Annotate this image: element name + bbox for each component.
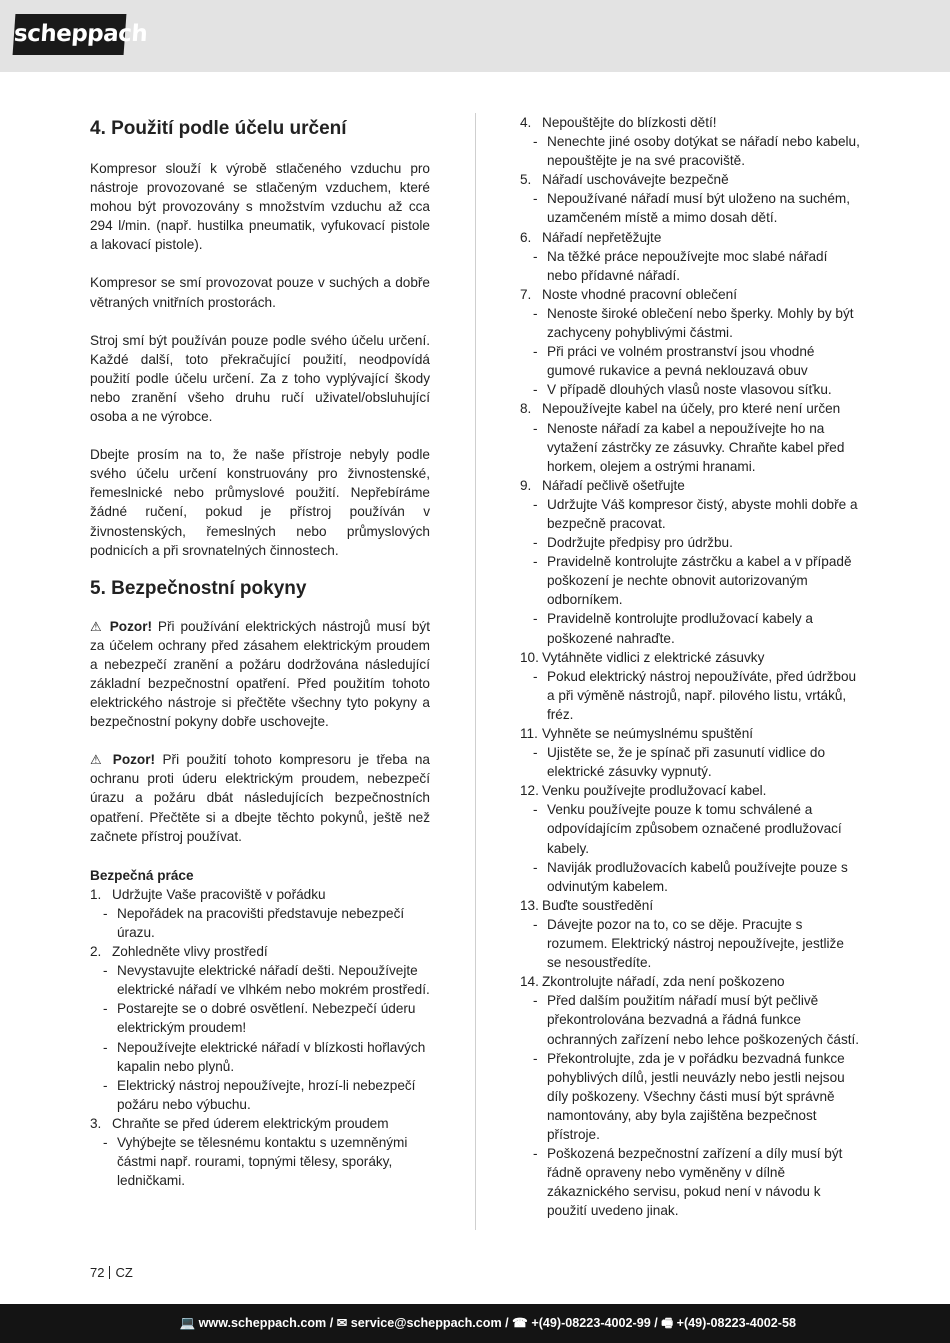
item-number: 13. bbox=[520, 897, 539, 913]
item-number: 5. bbox=[520, 172, 532, 188]
item-number: 12. bbox=[520, 783, 539, 799]
dash-item bbox=[520, 667, 860, 724]
dash-text: V případě dlouhých vlasů noste vlasovou síťku. bbox=[547, 382, 832, 398]
item-title: Nepouštějte do blízkosti dětí! bbox=[542, 115, 717, 130]
item-number: 3. bbox=[90, 1115, 102, 1131]
paragraph: Dbejte prosím na to, že naše přístroje nebyly podle svého účelu určení konstruovány pro živnostenské, řemeslnické nebo průmyslové použití. Nepřebíráme žádné ručení, pokud je přístroj používán v živnostenských, řemeslných nebo průmyslových podnicích a při srovnatelných činnostech. bbox=[90, 447, 430, 558]
list-item bbox=[520, 476, 860, 495]
left-column bbox=[90, 113, 430, 1190]
item-number: 10. bbox=[520, 649, 539, 665]
dash-text: Venku používejte pouze k tomu schválené a odpovídajícím způsobem označené prodlužovací kabely. bbox=[547, 802, 842, 856]
dash-item bbox=[520, 342, 860, 380]
paragraph: Kompresor se smí provozovat pouze v suchých a dobře větraných vnitřních prostorách. bbox=[90, 275, 430, 310]
dash-marker: - bbox=[533, 611, 538, 627]
item-title: Vytáhněte vidlici z elektrické zásuvky bbox=[542, 649, 765, 665]
dash-text: Pokud elektrický nástroj nepoužíváte, před údržbou a při výměně nástrojů, např. pilového listu, vrtáků, fréz. bbox=[547, 668, 857, 722]
language-code: CZ bbox=[115, 1265, 133, 1280]
dash-item bbox=[520, 380, 860, 399]
dash-text: Nenechte jiné osoby dotýkat se nářadí nebo kabelu, nepouštějte je na své pracoviště. bbox=[547, 134, 860, 169]
page-footer bbox=[0, 1304, 950, 1343]
dash-item bbox=[90, 999, 430, 1037]
item-title: Buďte soustředění bbox=[542, 897, 654, 913]
dash-item bbox=[520, 800, 860, 857]
dash-item bbox=[90, 1076, 430, 1114]
item-title: Zkontrolujte nářadí, zda není poškozeno bbox=[542, 974, 785, 990]
dash-text: Dodržujte předpisy pro údržbu. bbox=[547, 535, 733, 551]
dash-text: Nevystavujte elektrické nářadí dešti. Nepoužívejte elektrické nářadí ve vlhkém nebo mokrém prostředí. bbox=[117, 963, 430, 998]
dash-marker: - bbox=[533, 382, 538, 398]
dash-text: Nenoste široké oblečení nebo šperky. Mohly by být zachyceny pohyblivými částmi. bbox=[547, 305, 854, 341]
dash-marker: - bbox=[533, 668, 538, 684]
paragraph: Kompresor slouží k výrobě stlačeného vzduchu pro nástroje provozované se stlačeným vzduchem, které mohou být provozovány s množstvím vzduchu až cca 294 l/min. (např. hustilka pneumatik, vyfukovací pistole a lakovací pistole). bbox=[90, 161, 430, 253]
dash-marker: - bbox=[533, 1050, 538, 1066]
dash-marker: - bbox=[533, 859, 538, 875]
dash-marker: - bbox=[533, 134, 538, 150]
list-item bbox=[520, 724, 860, 743]
dash-marker: - bbox=[533, 420, 538, 436]
dash-marker: - bbox=[103, 963, 108, 979]
dash-item bbox=[520, 495, 860, 533]
item-number: 1. bbox=[90, 886, 102, 902]
dash-text: Pravidelně kontrolujte prodlužovací kabely a poškozené nahraďte. bbox=[547, 611, 813, 646]
warning-icon: ⚠ bbox=[90, 752, 106, 768]
item-number: 9. bbox=[520, 477, 532, 493]
page-header bbox=[0, 0, 950, 72]
brand-logo: scheppach bbox=[13, 14, 127, 55]
dash-marker: - bbox=[103, 1039, 108, 1055]
page-number-value: 72 bbox=[90, 1265, 105, 1280]
dash-marker: - bbox=[103, 1077, 108, 1093]
dash-marker: - bbox=[533, 1146, 538, 1162]
section-5-heading: 5. Bezpečnostní pokyny bbox=[90, 577, 307, 599]
dash-text: Vyhýbejte se tělesnému kontaktu s uzemněnými částmi např. rourami, topnými tělesy, sporáky, ledničkami. bbox=[117, 1135, 408, 1189]
page-number bbox=[90, 1265, 133, 1280]
dash-item bbox=[520, 552, 860, 609]
item-number: 7. bbox=[520, 286, 532, 302]
item-title: Chraňte se před úderem elektrickým proudem bbox=[112, 1115, 389, 1131]
list-item bbox=[520, 170, 860, 189]
dash-text: Na těžké práce nepoužívejte moc slabé nářadí nebo přídavné nářadí. bbox=[547, 248, 828, 283]
dash-marker: - bbox=[533, 305, 538, 321]
dash-item bbox=[520, 132, 860, 170]
dash-marker: - bbox=[533, 191, 538, 207]
dash-item bbox=[520, 858, 860, 896]
right-column bbox=[520, 113, 860, 1220]
item-title: Nářadí pečlivě ošetřujte bbox=[542, 477, 685, 493]
dash-text: Nepoužívané nářadí musí být uloženo na suchém, uzamčeném místě a mimo dosah dětí. bbox=[547, 191, 851, 226]
dash-item bbox=[520, 915, 860, 972]
dash-marker: - bbox=[533, 802, 538, 818]
item-title: Udržujte Vaše pracoviště v pořádku bbox=[112, 886, 326, 902]
dash-marker: - bbox=[533, 993, 538, 1009]
item-number: 4. bbox=[520, 115, 532, 130]
dash-item bbox=[90, 904, 430, 942]
dash-text: Naviják prodlužovacích kabelů používejte pouze s odvinutým kabelem. bbox=[547, 859, 848, 894]
dash-item bbox=[520, 609, 860, 647]
page-separator bbox=[109, 1266, 110, 1279]
item-number: 11. bbox=[520, 726, 538, 741]
dash-text: Nepořádek na pracovišti představuje nebezpečí úrazu. bbox=[117, 905, 405, 940]
dash-text: Ujistěte se, že je spínač při zasunutí vidlice do elektrické zásuvky vypnutý. bbox=[547, 745, 826, 780]
safety-list-right bbox=[520, 113, 860, 1220]
dash-marker: - bbox=[533, 248, 538, 264]
list-item bbox=[520, 781, 860, 800]
warning-label: Pozor! bbox=[109, 618, 153, 634]
dash-item bbox=[520, 1144, 860, 1220]
warning-label: Pozor! bbox=[112, 752, 156, 768]
item-number: 14. bbox=[520, 974, 539, 990]
dash-text: Postarejte se o dobré osvětlení. Nebezpečí úderu elektrickým proudem! bbox=[117, 1001, 416, 1036]
dash-text: Poškozená bezpečnostní zařízení a díly musí být řádně opraveny nebo vyměněny v dílně zákaznického servisu, pokud není v návodu k použití uvedeno jinak. bbox=[547, 1146, 843, 1219]
section-4-heading: 4. Použití podle účelu určení bbox=[90, 118, 347, 139]
dash-text: Dávejte pozor na to, co se děje. Pracujte s rozumem. Elektrický nástroj nepoužívejte, jestliže se nesoustředíte. bbox=[547, 916, 844, 971]
dash-text: Před dalším použitím nářadí musí být pečlivě překontrolována bezvadná a řádná funkce ochranných zařízení nebo lehce poškozených částí. bbox=[547, 993, 860, 1047]
dash-marker: - bbox=[103, 1135, 108, 1151]
dash-text: Udržujte Váš kompresor čistý, abyste mohli dobře a bezpečně pracovat. bbox=[547, 496, 858, 531]
dash-text: Při práci ve volném prostranství jsou vhodné gumové rukavice a pevná neklouzavá obuv bbox=[547, 344, 815, 379]
dash-marker: - bbox=[533, 745, 538, 761]
dash-marker: - bbox=[533, 496, 538, 512]
dash-item bbox=[520, 991, 860, 1048]
list-item bbox=[520, 648, 860, 667]
dash-marker: - bbox=[533, 535, 538, 551]
dash-item bbox=[520, 304, 860, 342]
column-divider bbox=[475, 113, 476, 1230]
dash-item bbox=[520, 743, 860, 781]
item-title: Nepoužívejte kabel na účely, pro které není určen bbox=[542, 401, 841, 417]
dash-text: Nepoužívejte elektrické nářadí v blízkosti hořlavých kapalin nebo plynů. bbox=[117, 1039, 426, 1074]
item-title: Nářadí uschovávejte bezpečně bbox=[542, 172, 729, 188]
dash-item bbox=[520, 247, 860, 285]
dash-item bbox=[90, 1038, 430, 1076]
paragraph: Stroj smí být používán pouze podle svého účelu určení. Každé další, toto překračující použití, neodpovídá použití podle účelu určení. Za z toho vyplývající škody nebo zranění všeho druhu ručí uživatel/obsluhující osoba a ne výrobce. bbox=[90, 332, 430, 425]
list-item bbox=[90, 885, 430, 904]
dash-marker: - bbox=[533, 344, 538, 360]
item-number: 6. bbox=[520, 229, 532, 245]
list-item bbox=[90, 1114, 430, 1133]
dash-marker: - bbox=[103, 905, 108, 921]
item-title: Venku používejte prodlužovací kabel. bbox=[542, 783, 767, 799]
dash-marker: - bbox=[533, 554, 538, 570]
dash-text: Překontrolujte, zda je v pořádku bezvadná funkce pohyblivých dílů, jestli neuvázly nebo jestli nejsou díly poškozeny. Všechny části musí být správně namontovány, aby byla zajištěna bezpečnost přístroje. bbox=[547, 1050, 845, 1142]
item-title: Zohledněte vlivy prostředí bbox=[112, 944, 268, 960]
item-title: Nářadí nepřetěžujte bbox=[542, 229, 662, 245]
warning-paragraph bbox=[90, 617, 430, 732]
item-title: Vyhněte se neúmyslnému spuštění bbox=[542, 726, 754, 741]
list-item bbox=[520, 399, 860, 418]
item-number: 8. bbox=[520, 401, 532, 417]
dash-marker: - bbox=[533, 916, 538, 932]
list-item bbox=[520, 896, 860, 915]
dash-item bbox=[520, 1049, 860, 1144]
subheading: Bezpečná práce bbox=[90, 867, 194, 883]
dash-text: Elektrický nástroj nepoužívejte, hrozí-li nebezpečí požáru nebo výbuchu. bbox=[117, 1077, 416, 1112]
warning-text: Při použití tohoto kompresoru je třeba na ochranu proti úderu elektrickým proudem, nebezpečí úrazu a požáru dbát následujících bezpečnostních opatření. Přečtěte si a dbejte těchto pokynů, ještě než začnete přístroj používat. bbox=[90, 752, 430, 844]
contact-line: 💻 www.scheppach.com / ✉ service@scheppach.com / ☎ +(49)-08223-4002-99 / 🖷 +(49)-08223-4002-58 bbox=[179, 1316, 796, 1330]
dash-item bbox=[520, 533, 860, 552]
warning-paragraph bbox=[90, 750, 430, 845]
dash-item bbox=[520, 189, 860, 227]
dash-item bbox=[90, 1133, 430, 1190]
item-title: Noste vhodné pracovní oblečení bbox=[542, 286, 737, 302]
warning-icon: ⚠ bbox=[90, 618, 104, 634]
item-number: 2. bbox=[90, 944, 102, 960]
warning-text: Při používání elektrických nástrojů musí být za účelem ochrany před zásahem elektrickým proudem a nebezpečí zranění a požáru dodržována následující základní bezpečnostní opatření. Před použitím tohoto elektrického nástroje si přečtěte všechny tyto pokyny a bezpečnostní pokyny dobře uschovejte. bbox=[90, 618, 431, 730]
list-item bbox=[90, 942, 430, 961]
dash-marker: - bbox=[103, 1001, 108, 1017]
safety-list-left bbox=[90, 885, 430, 1191]
list-item bbox=[520, 228, 860, 247]
list-item bbox=[520, 972, 860, 991]
list-item bbox=[520, 113, 860, 132]
dash-item bbox=[520, 419, 860, 476]
dash-item bbox=[90, 961, 430, 999]
list-item bbox=[520, 285, 860, 304]
dash-text: Nenoste nářadí za kabel a nepoužívejte ho na vytažení zástrčky ze zásuvky. Chraňte kabel před horkem, olejem a ostrými hranami. bbox=[547, 420, 845, 474]
dash-text: Pravidelně kontrolujte zástrčku a kabel a v případě poškození je nechte obnovit autorizovaným odborníkem. bbox=[547, 554, 852, 608]
